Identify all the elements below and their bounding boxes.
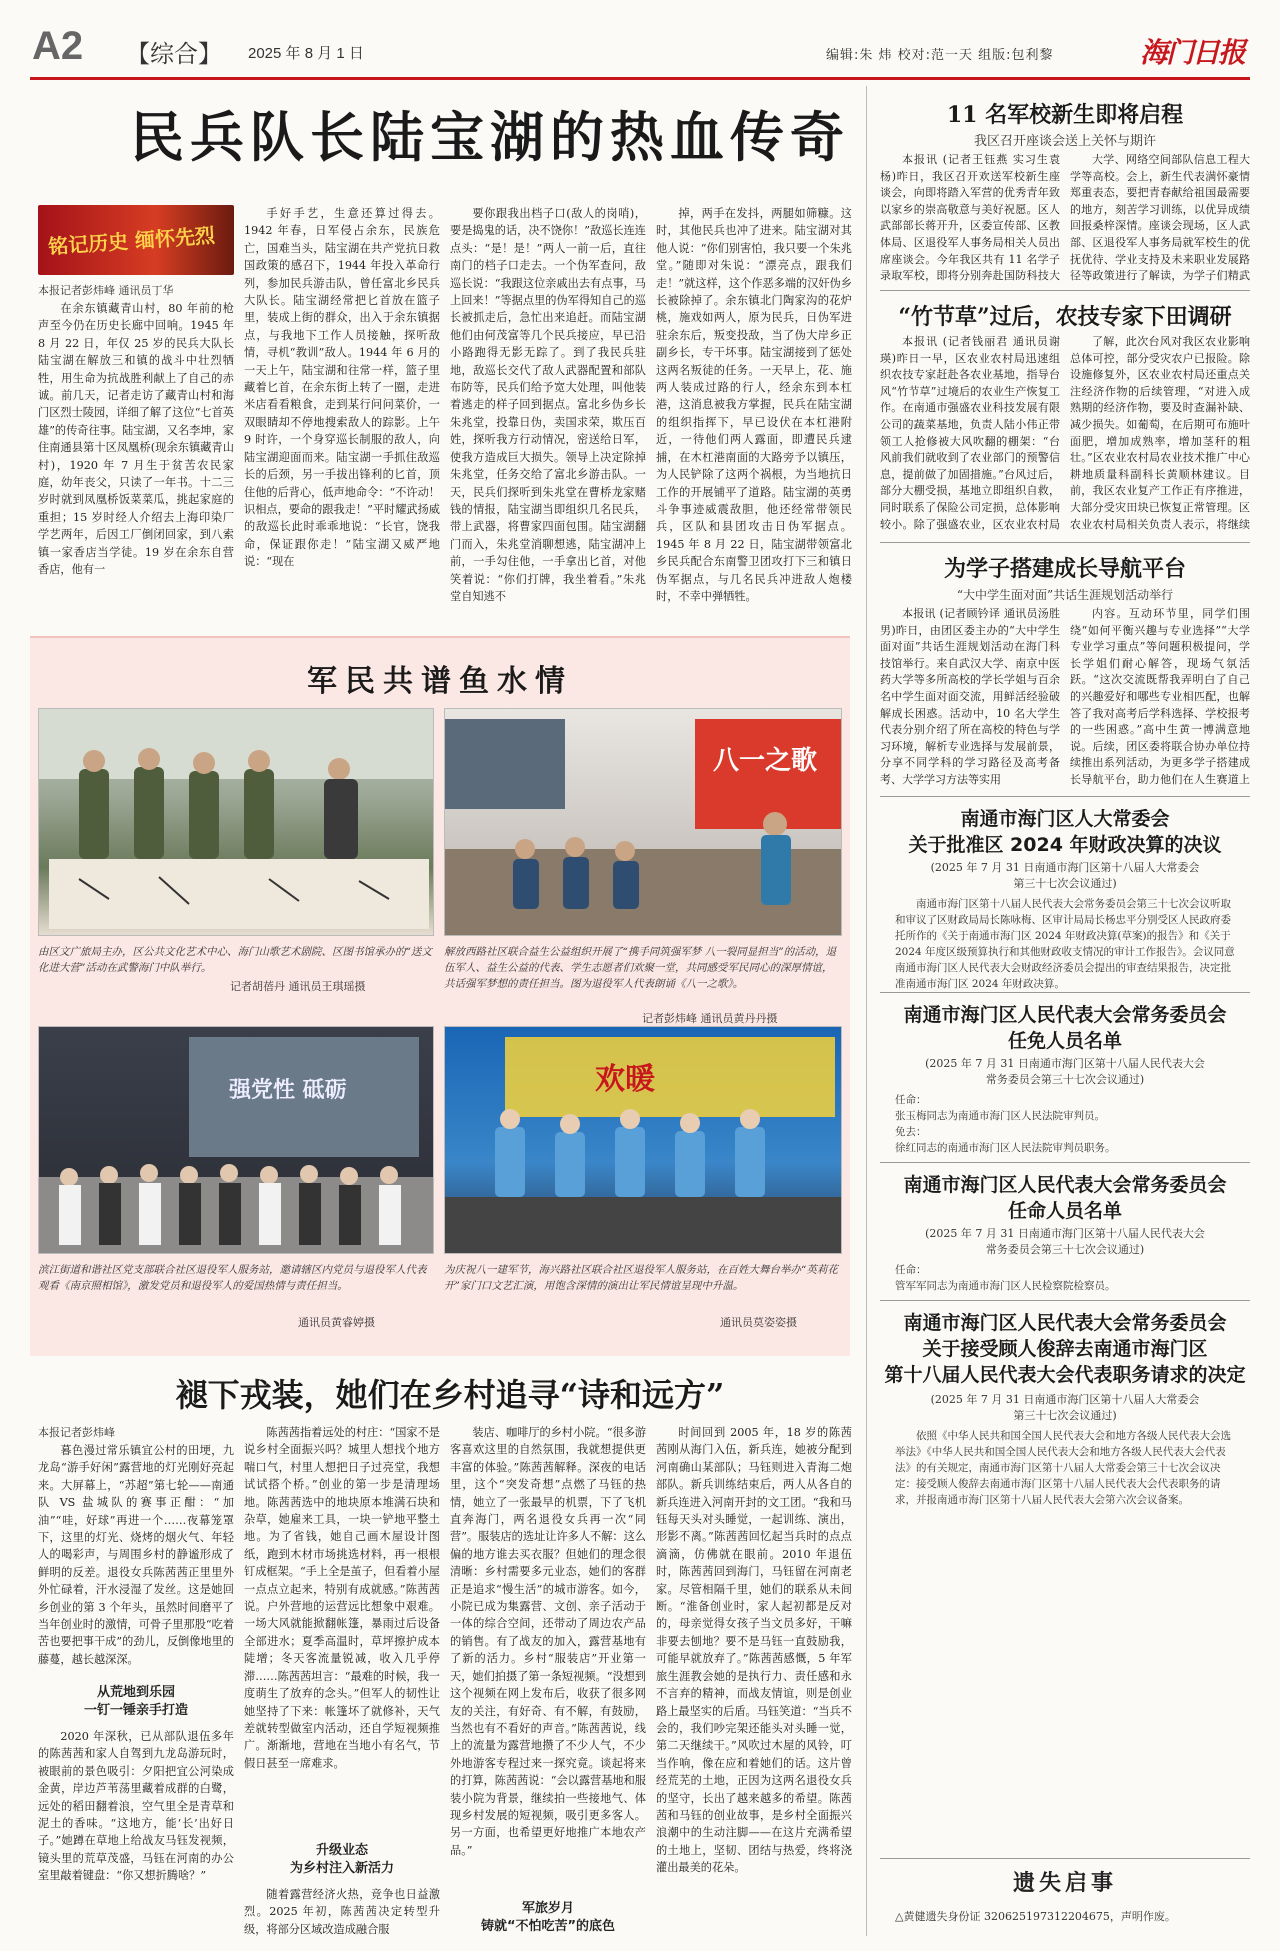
newspaper-logo [1140,30,1252,72]
notice2-title: 南通市海门区人民代表大会常务委员会 任免人员名单 [903,1004,1227,1052]
masthead [30,24,1250,80]
right3-text-a: 本报讯 (记者顾钤译 通讯员汤胜男)昨日，由团区委主办的“大中学生面对面”共话生涯规划活动在海门科技馆举行。来自武汉大学、南京中医药大学等多所高校的学长学姐与百余名中学生面对面交流，用鲜活经验破解成长困惑。活动中，10 名大学生代表分别介绍了所在高校的特色与学习环境，解析专业选择与发展前景，分享不同学科的学习路径及高考备考、大学学习方法等实用 [880,607,1060,786]
svg-text:海门日报: 海门日报 [1140,36,1245,69]
right3-text-b: 内容。互动环节里，同学们围绕“如何平衡兴趣与专业选择”“大学专业学习重点”等问题积极提问，学长学姐们耐心解答，现场气氛活跃。“这次交流既帮我弄明白了自己的兴趣爱好和哪些专业相匹配，也解答了我对高考后学科选择、学校报考的一些困惑。”高中生黄一博满意地说。后续，团区委将联合协办单位持续推出系列活动，为更多学子搭建成长导航平台，助力他们在人生赛道上 [1070,607,1250,786]
lost-notice-title: 遗失启事 [1012,1871,1117,1896]
caption-2: 解放西路社区联合益生公益组织开展了“携手同筑强军梦 八一裂同显担当”的活动，退伍军人、益生公益的代表、学生志愿者们欢聚一堂，共同感受军民同心的深厚情谊，共话强军梦想的责任担当。图为退役军人代表朗诵《八一之歌》。 [444,946,837,990]
article2-subhead2: 升级业态 为乡村注入新活力 [289,1843,394,1876]
notice2-subtitle: (2025 年 7 月 31 日南通市海门区第十八届人民代表大会 常务委员会第三十七次会议通过) [925,1057,1205,1086]
divider [880,1300,1250,1301]
right2-text-a: 本报讯 (记者钱丽君 通讯员谢瑛)昨日一早，区农业农村局迅速组织农技专家赶赴各农业基地，指导台风“竹节草”过境后的农业生产恢复工作。在南通市强盛农业科技发展有限公司的蔬菜基地，负责人陆小伟正带领工人抢修被大风吹翻的棚架：“台风前我们就收到了农业部门的预警信息，提前做了加固措施。”台风过后，部分大棚受损，基地立即组织自救，同时联系了保险公司定损，总体影响较小。除了强盛农业，区农业农村局 [880,335,1060,531]
stage-banner-text: 欢暖 [595,1062,655,1097]
notice1-subtitle: (2025 年 7 月 31 日南通市海门区第十八届人大常委会 第三十七次会议通过) [930,861,1200,890]
right1-text-b: 大学、网络空间部队信息工程大学等高校。会上，新生代表满怀豪情郑重表态，要把青春献给祖国最需要的地方，刻苦学习训练，以优异成绩回报桑梓深情。座谈会现场，区人武部、区退役军人事务局就军校生的优抚优待、学业支持及未来职业发展路径等政策进行了解读，为学子们精武 [1070,153,1250,282]
article1-col4: 掉，两手在发抖，两腿如筛糠。这时，其他民兵也冲了进来。陆宝湖对其他人说：“你们别害怕，我只要一个朱兆堂。”随即对朱说：“漂亮点，跟我们走！”就这样，这个作恶多端的汉奸伪乡长被除掉了。余东镇北门陶家沟的花炉桃，施戏如两人，原为民兵，日伪军进驻余东后，叛变投敌，当了伪大岸乡正副乡长，专干坏事。陆宝湖接到了惩处这两名叛徒的任务。一天早上，花、施两人装成过路的行人，经余东到本杠港，这消息被我方掌握，民兵在陆宝湖的组织指挥下，早已设伏在本杠港附近，一待他们两人露面，即遭民兵逮捕，在木杠港南面的大路旁予以镇压，为人民铲除了这两个祸根，为当地抗日工作的开展铺平了道路。陆宝湖的英勇斗争事迹威震敌胆，他还经常带领民兵，区队和县团攻击日伪军据点。1945 年 8 月 22 日，陆宝湖带领富北乡民兵配合东南警卫团攻打下三和镇日伪军据点，与几名民兵冲进敌人炮楼时，不幸中弹牺牲。 [656,207,852,603]
article2-subhead3: 军旅岁月 铸就“不怕吃苦”的底色 [480,1901,616,1934]
column-divider [866,86,867,1936]
caption-1: 由区文广旅局主办，区公共文化艺术中心、海门山歌艺术剧院、区图书馆承办的“送文化进大营”活动在武警海门中队举行。 [38,946,432,974]
divider [880,542,1250,543]
article1-col1: 在余东镇藏青山村，80 年前的枪声至今仍在历史长廊中回响。1945 年 8 月 22 日，年仅 25 岁的民兵大队长陆宝湖在解放三和镇的战斗中壮烈牺牲，用生命为抗战胜利献上了自己的赤诚。前几天，记者走访了藏青山村和海门区烈士陵园，详细了解了这位“七首英雄”的传奇往事。陆宝湖，又名李坤，家住南通县第十区凤凰桥(现余东镇藏青山村)，1920 年 7 月生于贫苦农民家庭，幼年丧父，只读了一年书。十二三岁时就到凤凰桥饭菜菜瓜，挑起家庭的重担；15 岁时经人介绍去上海印染厂学艺两年，后因工厂倒闭回家，到八索镇一家香店当学徒。19 岁在余东自营香店，他有一 [38,302,234,577]
banner-text: 铭记历史 缅怀先烈 [47,223,216,259]
divider [880,1162,1250,1163]
credit-4: 通讯员莫姿姿摄 [720,1316,797,1329]
photo-recital [444,708,842,936]
article2-subhead1: 从荒地到乐园 一钉一锤亲手打造 [83,1685,188,1718]
notice3-title: 南通市海门区人民代表大会常务委员会 任命人员名单 [903,1174,1227,1222]
section-label: 【综合】 [126,40,222,68]
right1-title: 11 名军校新生即将启程 [946,102,1184,128]
article2-col2a: 陈茜茜指着远处的村庄：“国家不是说乡村全面振兴吗？城里人想找个地方喘口气，村里人想把日子过亮堂，我想试试搭个桥。”创业的第一步是清理场地。陈茜茜选中的地块原本堆满石块和杂草，她雇来工具，一块一铲地平整土地。为了省钱，她自己画木屋设计图纸，跑到木材市场挑选材料，再一根根钉成框架。“手上全是茧子，但看着小屋一点点立起来，特别有成就感。”陈茜茜说。户外营地的运营远比想象中艰难。一场大风就能掀翻帐篷，暴雨过后设备全部进水；夏季高温时，草坪擦护成本陡增；冬天客流量锐减，收入几乎停滞……陈茜茜坦言：“最难的时候，我一度萌生了放弃的念头。”但军人的韧性让她坚持了下来：帐篷坏了就修补，天气差就转型做室内活动，还自学短视频推广。渐渐地，营地在当地小有名气，节假日甚至一席难求。 [244,1426,440,1770]
right1-text-a: 本报讯 (记者王钰燕 实习生袁杨)昨日，我区召开欢送军校新生座谈会，向即将踏入军营的优秀青年致以家乡的崇高敬意与美好祝愿。区人武部部长蒋开升，区委宣传部、区教体局、区退役军人事务局相关人员出席座谈会。今年我区共有 11 名学子录取军校，即将分别奔赴国防科技大 [880,153,1060,282]
notice2-text: 任命： 张玉梅同志为南通市海门区人民法院审判员。 免去： 徐红同志的南通市海门区人民法院审判员职务。 [895,1094,1116,1154]
right3-title: 为学子搭建成长导航平台 [943,556,1186,582]
issue-date: 2025 年 8 月 1 日 [248,45,364,62]
history-banner [38,205,234,275]
lost-notice-text: △黄健遗失身份证 320625197312204675，声明作废。 [895,1910,1176,1923]
caption-4: 为庆祝八一建军节，海兴路社区联合社区退役军人服务站，在百姓大舞台举办“英莉花开”家门口文艺汇演，用饱含深情的演出让军民情谊呈现中升温。 [444,1264,838,1292]
right2-title: “竹节草”过后，农技专家下田调研 [898,304,1232,330]
article2-byline: 本报记者彭炜峰 [38,1426,115,1439]
notice4-title: 南通市海门区人民代表大会常务委员会 关于接受顾人俊辞去南通市海门区 第十八届人民代表大会代表职务请求的决定 [884,1312,1246,1386]
article1-headline: 民兵队长陆宝湖的热血传奇 [130,105,850,169]
panel-title: 军民共谱鱼水情 [307,664,573,699]
article1-byline: 本报记者彭炜峰 通讯员丁华 [38,284,174,297]
article2-col1b: 2020 年深秋，已从部队退伍多年的陈茜茜和家人自驾到九龙岛游玩时，被眼前的景色吸引：夕阳把宜公河染成金黄，岸边芦苇荡里藏着成群的白鹭，远处的稻田翻着浪，空气里全是青草和泥土的香味。“这地方，能‘长’出好日子。”她蹲在草地上给战友马钰发视频，镜头里的荒草茂盛，马钰在河南的办公室里敲着键盘：“你又想折腾啥？” [38,1730,234,1883]
article2-headline: 褪下戎装，她们在乡村追寻“诗和远方” [175,1376,725,1414]
credit-1: 记者胡蓓丹 通讯员王琪瑶摄 [230,980,366,993]
credit-2: 记者彭炜峰 通讯员黄丹丹摄 [642,1012,778,1025]
article2-col4a: 时间回到 2005 年，18 岁的陈茜茜刚从海门入伍，新兵连，她被分配到河南确山某部队；马钰则进入青海二炮部队。新兵训练结束后，两人从各自的新兵连进入河南开封的文工团。“我和马钰每天头对头睡觉，一起训练、演出，形影不离。”陈茜茜回忆起当兵时的点点滴滴，仿佛就在眼前。2010 年退伍时，陈茜茜回到海门，马钰留在河南老家。尽管相隔千里，她们的联系从未间断。“淮备创业时，家人起初都是反对的，母亲觉得女孩子当文员多好，干嘛非要去刨地？要不是马钰一直鼓励我，可能早就放弃了。”陈茜茜感慨，5 年军旅生涯教会她的是执行力、责任感和永不言弃的精神，而战友情谊，则是创业路上最坚实的后盾。马钰笑道：“当兵不会的，我们吵完架还能头对头睡一觉，第二天继续干。”风吹过木屋的风铃，叮当作响，像在应和着她们的话。这片曾经荒芜的土地，正因为这两名退役女兵的坚守，长出了越来越多的希望。陈茜茜和马钰的创业故事，是乡村全面振兴浪潮中的生动注脚——在这片充满希望的土地上，坚韧、团结与热爱，终将浇灌出最美的花朵。 [656,1426,852,1875]
poster-title: 强党性 砥砺 [229,1078,347,1103]
soldiers-figures [39,709,434,936]
photo-movie-group [38,1026,434,1254]
notice3-subtitle: (2025 年 7 月 31 日南通市海门区第十八届人民代表大会 常务委员会第三十七次会议通过) [925,1227,1205,1256]
credit-3: 通讯员黄睿婷摄 [298,1316,375,1329]
divider [880,992,1250,993]
recital-scene [445,709,842,936]
staff-credits: 编辑:朱 炜 校对:范一天 组版:包利黎 [826,48,1054,63]
notice3-text: 任命： 管军军同志为南通市海门区人民检察院检察员。 [895,1264,1116,1292]
article2-col2b: 随着露营经济火热，竞争也日益激烈。2025 年初，陈茜茜决定转型升级，将部分区域改造成融合服 [244,1888,440,1936]
article1-col3: 要你跟我出档子口(敌人的岗哨)，要是捣鬼的话，决不饶你！”敌巡长连连点头：“是！是！”两人一前一后，直往南门的档子口走去。一个伪军查问，敌巡长说：“我跟这位亲戚出去有点事，马上回来！”等据点里的伪军得知自己的巡长被抓走后，急忙出来追赶。而陆宝湖他们由何茂富等几个民兵接应，早已沿小路跑得无影无踪了。到了我民兵驻地，敌巡长交代了敌人武器配置和部队布防等，民兵们给予宽大处理，叫他装着逃走的样子回到据点。富北乡伪乡长朱兆堂，投靠日伪，卖国求荣，欺压百姓，探听我方行动情况，密送给日军，使我方造成巨大损失。领导上决定除掉朱兆堂，任务交给了富北乡游击队。一天，民兵们探听到朱兆堂在曹桥龙家赌钱的情报，陆宝湖当即组织几名民兵，带上武器，将曹家四面包围。陆宝湖翻门而入，朱兆堂消聊想逃，陆宝湖冲上前，一手勾住他，一手拿出匕首，对他笑着说：“你们打牌，我坐着看。”朱兆堂自知逃不 [450,207,646,603]
photo-calligraphy [38,708,434,936]
divider [880,290,1250,291]
poster-text: 八一之歌 [713,746,818,776]
right1-subtitle: 我区召开座谈会送上关怀与期许 [973,134,1156,149]
photo-panel [30,636,850,1356]
movie-group-scene [39,1027,434,1254]
page-number: A2 [32,24,84,68]
notice1-text: 南通市海门区第十八届人民代表大会常务委员会第三十七次会议听取和审议了区财政局局长陈咏梅、区审计局局长杨忠平分别受区人民政府委托所作的《关于南通市海门区 2024 年财政决算(草案)的报告》和《关于 2024 年度区级预算执行和其他财政收支情况的审计工作报告》。会议同意南通市海门区人民代表大会财政经济委员会提出的审查结果报告，决定批准南通市海门区 2024 年财政决算。 [895,898,1235,990]
article2-col3a: 装店、咖啡厅的乡村小院。“很多游客喜欢这里的自然氛围，我就想提供更丰富的体验。”陈茜茜解释。深夜的电话里，这个“突发奇想”点燃了马钰的热情，她立了一张最早的机票，下了飞机直奔海门，两名退役女兵再一次“同营”。服装店的选址让许多人不解：这么偏的地方谁去买衣服？但她们的理念很清晰：乡村需要多元业态，她们的客群正是追求“慢生活”的城市游客。如今，小院已成为集露营、文创、亲子活动于一体的综合空间，还带动了周边农产品的销售。有了战友的加入，露营基地有了新的活力。乡村“服装店”开业第一天，她们拍摄了第一条短视频。“没想到这个视频在网上发布后，收获了很多网友的关注，有好奇、有不解，有鼓励，当然也有不看好的声音。”陈茜茜说，线上的流量为露营地攒了不少人气，不少外地游客专程过来一探究竟。谈起将来的打算，陈茜茜说：“会以露营基地和服装小院为背景，继续拍一些接地气、体现乡村发展的短视频，吸引更多客人。另一方面，也希望更好地推广本地农产品。” [450,1426,646,1857]
divider [880,796,1250,797]
notice4-subtitle: (2025 年 7 月 31 日南通市海门区第十八届人大常委会 第三十七次会议通过) [930,1393,1200,1422]
right3-subtitle: “大中学生面对面”共话生涯规划活动举行 [956,588,1174,602]
notice4-text: 依照《中华人民共和国全国人民代表大会和地方各级人民代表大会选举法》《中华人民共和国全国人民代表大会和地方各级人民代表大会代表法》的有关规定，南通市海门区第十八届人大常委会第三十七次会议决定：接受顾人俊辞去南通市海门区第十八届人民代表大会代表职务的请求，并报南通市海门区第十八届人民代表大会第六次会议备案。 [895,1430,1231,1506]
article2-col1a: 暮色漫过常乐镇宜公村的田埂，九龙岛“游手好闲”露营地的灯光刚好亮起来。大屏幕上，“苏超”第七轮——南通队 VS 盐城队的赛事正酣：“加油”“哇，好球”再进一个……夜幕笼罩下，这里的灯光、烧烤的烟火气、年轻人的喝彩声，与周围乡村的静谧形成了鲜明的反差。退役女兵陈茜茜正里里外外忙碌着，汗水浸湿了发丝。这是她回乡创业的第 3 个年头，虽然时间磨平了当年创业时的激情，可骨子里那股“吃着苦也要把事干成”的劲儿，反倒像地里的藤蔓，越长越深深。 [38,1444,234,1666]
article1-col2: 手好手艺，生意还算过得去。1942 年春，日军侵占余东，民族危亡，国难当头，陆宝湖在共产党抗日救国政策的感召下，1944 年投入革命行列，参加民兵游击队，曾任富北乡民兵大队长。陆宝湖经常把匕首放在篮子里，装成上街的群众，出入于余东镇据点，与我地下工作人员接触，探听敌情，寻机“教训”敌人。1944 年 6 月的一天上午，陆宝湖和往常一样，篮子里藏着匕首，在余东街上转了一圈，走进米店看看粮食，走到某行问问菜价，一双眼睛却不停地搜索敌人的踪影。上午 9 时许，一个身穿巡长制服的敌人，向陆宝湖迎面而来。陆宝湖一手抓住敌巡长的后颈，另一手拔出锋利的匕首，顶住他的后背心，低声地命令：“不许动！识相点，要命的跟我走！”平时耀武扬威的敌巡长此时乖乖地说：“长官，饶我命，保证跟你走！”陆宝湖又威严地说：“现在 [244,207,440,569]
right2-text-b: 了解，此次台风对我区农业影响总体可控，部分受灾农户已报险。除设施修复外，区农业农村局还重点关注经济作物的后续管理，“对进入成熟期的经济作物，要及时查漏补缺、减少损失。如葡萄，在后期可布施叶面肥，增加成熟率，增加茎秆的粗壮。”区农业农村局农业技术推广中心耕地质量科副科长黄顺林建议。目前，我区农业复产工作正有序推进，大部分受灾田块已恢复正常管理。区农业农村局相关负责人表示，将继续 [1070,335,1250,531]
performance-scene [445,1027,842,1254]
divider [880,1858,1250,1859]
caption-3: 滨江街道和谐社区党支部联合社区退役军人服务站，邀请辖区内党员与退役军人代表观看《南京照相馆》，激发党员和退役军人的爱国热情与责任担当。 [38,1264,427,1292]
logo-icon [1140,30,1252,72]
notice1-title: 南通市海门区人大常委会 关于批准区 2024 年财政决算的决议 [908,808,1222,856]
photo-performance [444,1026,842,1254]
